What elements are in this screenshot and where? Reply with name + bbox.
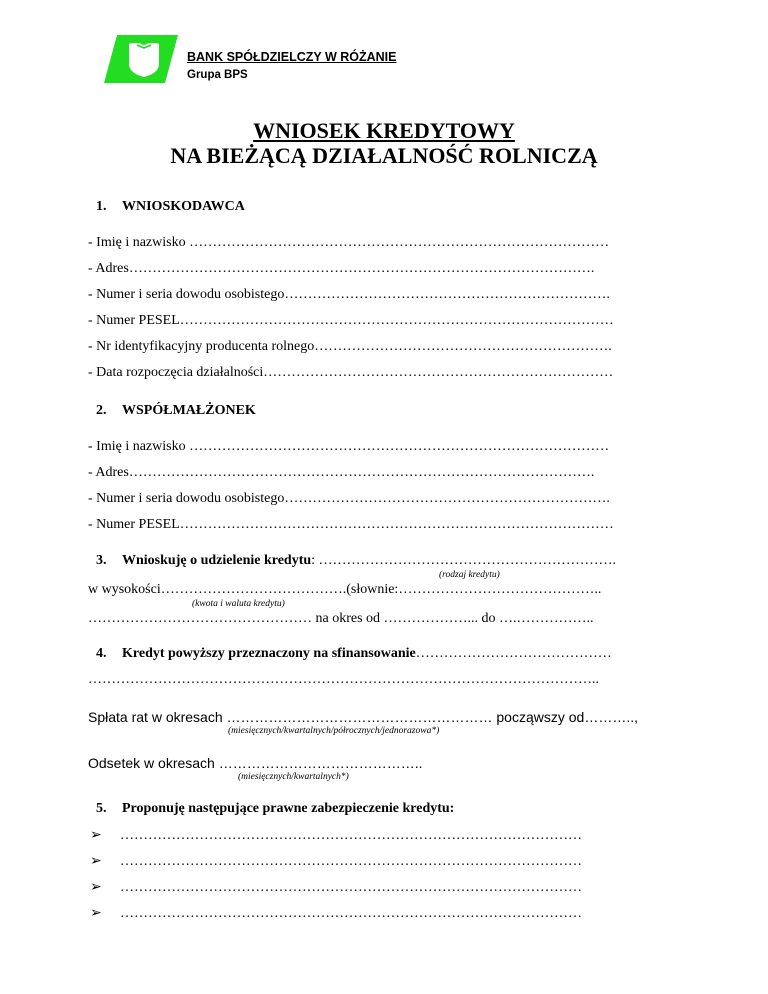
- field-applicant-name[interactable]: - Imię i nazwisko ………………………………………………………………………………: [88, 235, 610, 250]
- field-spouse-name[interactable]: - Imię i nazwisko ………………………………………………………………………………: [88, 439, 610, 454]
- arrow-bullet-icon: ➢: [90, 879, 102, 895]
- document-title: WNIOSEK KREDYTOWY: [253, 118, 515, 143]
- collateral-item[interactable]: ➢ ………………………………………………………………………………………: [90, 879, 582, 895]
- collateral-item[interactable]: ➢ ………………………………………………………………………………………: [90, 853, 582, 869]
- section-2-heading: 2. WSPÓŁMAŁŻONEK: [96, 403, 256, 418]
- bank-logo: [103, 34, 179, 84]
- collateral-item[interactable]: ➢ ………………………………………………………………………………………: [90, 905, 582, 921]
- field-applicant-pesel[interactable]: - Numer PESEL…………………………………………………………………………………: [88, 313, 614, 328]
- field-credit-purpose[interactable]: ………………………………………………………………………………………………..: [88, 672, 599, 687]
- field-applicant-id[interactable]: - Numer i seria dowodu osobistego…………………………………………………………….: [88, 287, 610, 302]
- field-interest-schedule[interactable]: Odsetek w okresach ……………………………………..: [88, 755, 423, 771]
- field-spouse-pesel[interactable]: - Numer PESEL…………………………………………………………………………………: [88, 517, 614, 532]
- note-interest-periods: (miesięcznych/kwartalnych*): [238, 772, 349, 782]
- bank-name: BANK SPÓŁDZIELCZY W RÓŻANIE: [187, 50, 397, 64]
- document-subtitle: NA BIEŻĄCĄ DZIAŁALNOŚĆ ROLNICZĄ: [170, 143, 598, 168]
- note-credit-type: (rodzaj kredytu): [439, 570, 500, 580]
- bank-group: Grupa BPS: [187, 69, 248, 81]
- field-repayment-schedule[interactable]: Spłata rat w okresach ………………………………………………… począwszy od………..,: [88, 709, 638, 725]
- collateral-item[interactable]: ➢ ………………………………………………………………………………………: [90, 827, 582, 843]
- arrow-bullet-icon: ➢: [90, 905, 102, 921]
- arrow-bullet-icon: ➢: [90, 827, 102, 843]
- field-credit-amount[interactable]: w wysokości………………………………….(słownie:……………………………………..: [88, 582, 602, 597]
- field-spouse-address[interactable]: - Adres……………………………………………………………………………………….: [88, 465, 595, 480]
- section-1-heading: 1. WNIOSKODAWCA: [96, 199, 245, 214]
- section-4-heading[interactable]: 4. Kredyt powyższy przeznaczony na sfinansowanie……………………………………: [96, 646, 612, 661]
- arrow-bullet-icon: ➢: [90, 853, 102, 869]
- section-3-heading[interactable]: 3. Wnioskuję o udzielenie kredytu: ……………………………………………………….: [96, 553, 617, 568]
- field-spouse-id[interactable]: - Numer i seria dowodu osobistego…………………………………………………………….: [88, 491, 610, 506]
- field-credit-period[interactable]: ………………………………………… na okres od ………………... do ….……………..: [88, 611, 594, 626]
- field-business-start-date[interactable]: - Data rozpoczęcia działalności…………………………………………………………………: [88, 365, 614, 380]
- note-repayment-periods: (miesięcznych/kwartalnych/półrocznych/jednorazowa*): [228, 726, 440, 736]
- section-5-heading: 5. Proponuję następujące prawne zabezpieczenie kredytu:: [96, 801, 455, 816]
- field-applicant-address[interactable]: - Adres……………………………………………………………………………………….: [88, 261, 595, 276]
- note-amount-currency: (kwota i waluta kredytu): [192, 599, 285, 609]
- field-producer-id[interactable]: - Nr identyfikacyjny producenta rolnego……………………………………………………….: [88, 339, 612, 354]
